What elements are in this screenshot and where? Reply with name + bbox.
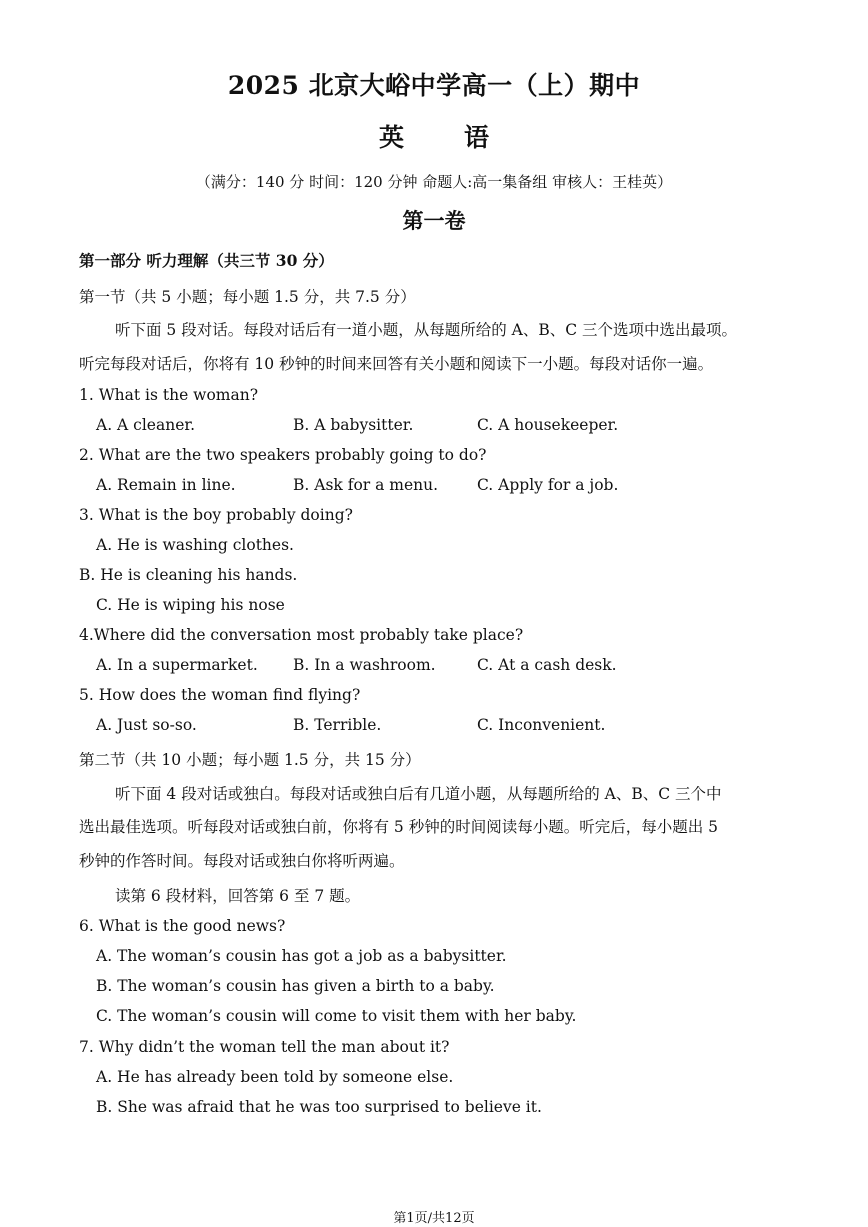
question-6-option-b: B. The woman’s cousin has given a birth to a baby.: [96, 977, 495, 995]
option-a: A. Just so-so.: [96, 716, 197, 734]
question-5-stem: 5. How does the woman find flying?: [79, 686, 361, 704]
question-3-option-a: A. He is washing clothes.: [96, 536, 294, 554]
subject-heading: [0, 118, 868, 154]
question-7-stem: 7. Why didn’t the woman tell the man about it?: [79, 1038, 450, 1056]
section2-material-note: 读第 6 段材料，回答第 6 至 7 题。: [115, 887, 361, 905]
option-b: B. Terrible.: [293, 716, 382, 734]
exam-meta: （满分：140 分 时间：120 分钟 命题人:高一集备组 审核人：王桂英）: [195, 173, 673, 191]
option-a: A. A cleaner.: [96, 416, 196, 434]
section1-instruction-1: 听下面 5 段对话。每段对话后有一道小题，从每题所给的 A、B、C 三个选项中选出最项。: [115, 321, 738, 339]
section2-instruction-3: 秒钟的作答时间。每段对话或独白你将听两遍。: [79, 852, 405, 870]
option-b: B. In a washroom.: [293, 656, 436, 674]
exam-title: 2025 北京大峪中学高一（上）期中: [227, 71, 641, 100]
subject-char-2: 语: [464, 123, 490, 152]
option-c: C. Inconvenient.: [477, 716, 606, 734]
subject-char-1: 英: [378, 123, 404, 152]
question-3-stem: 3. What is the boy probably doing?: [79, 506, 353, 524]
option-c: C. A housekeeper.: [477, 416, 619, 434]
question-1-stem: 1. What is the woman?: [79, 386, 259, 404]
volume-heading: 第一卷: [402, 208, 466, 233]
option-b: B. Ask for a menu.: [293, 476, 439, 494]
option-c: C. Apply for a job.: [477, 476, 619, 494]
question-6-option-c: C. The woman’s cousin will come to visit them with her baby.: [96, 1007, 577, 1025]
option-a: A. Remain in line.: [96, 476, 236, 494]
question-4-stem: 4.Where did the conversation most probably take place?: [79, 626, 524, 644]
section2-heading: 第二节（共 10 小题；每小题 1.5 分，共 15 分）: [79, 751, 421, 769]
section2-instruction-1: 听下面 4 段对话或独白。每段对话或独白后有几道小题，从每题所给的 A、B、C 三个中: [115, 785, 722, 803]
question-6-stem: 6. What is the good news?: [79, 917, 286, 935]
option-c: C. At a cash desk.: [477, 656, 617, 674]
option-a: A. In a supermarket.: [96, 656, 258, 674]
question-3-option-c: C. He is wiping his nose: [96, 596, 285, 614]
section2-instruction-2: 选出最佳选项。听每段对话或独白前，你将有 5 秒钟的时间阅读每小题。听完后，每小题出 5: [79, 818, 719, 836]
option-b: B. A babysitter.: [293, 416, 414, 434]
section1-heading: 第一节（共 5 小题；每小题 1.5 分，共 7.5 分）: [79, 288, 416, 306]
page-number: 第1页/共12页: [393, 1211, 475, 1226]
section1-instruction-2: 听完每段对话后，你将有 10 秒钟的时间来回答有关小题和阅读下一小题。每段对话你一遍。: [79, 355, 714, 373]
question-6-option-a: A. The woman’s cousin has got a job as a babysitter.: [96, 947, 507, 965]
question-7-option-b: B. She was afraid that he was too surprised to believe it.: [96, 1098, 542, 1116]
part1-heading: 第一部分 听力理解（共三节 30 分）: [79, 251, 334, 270]
question-2-stem: 2. What are the two speakers probably going to do?: [79, 446, 487, 464]
question-7-option-a: A. He has already been told by someone else.: [96, 1068, 454, 1086]
question-3-option-b: B. He is cleaning his hands.: [79, 566, 298, 584]
